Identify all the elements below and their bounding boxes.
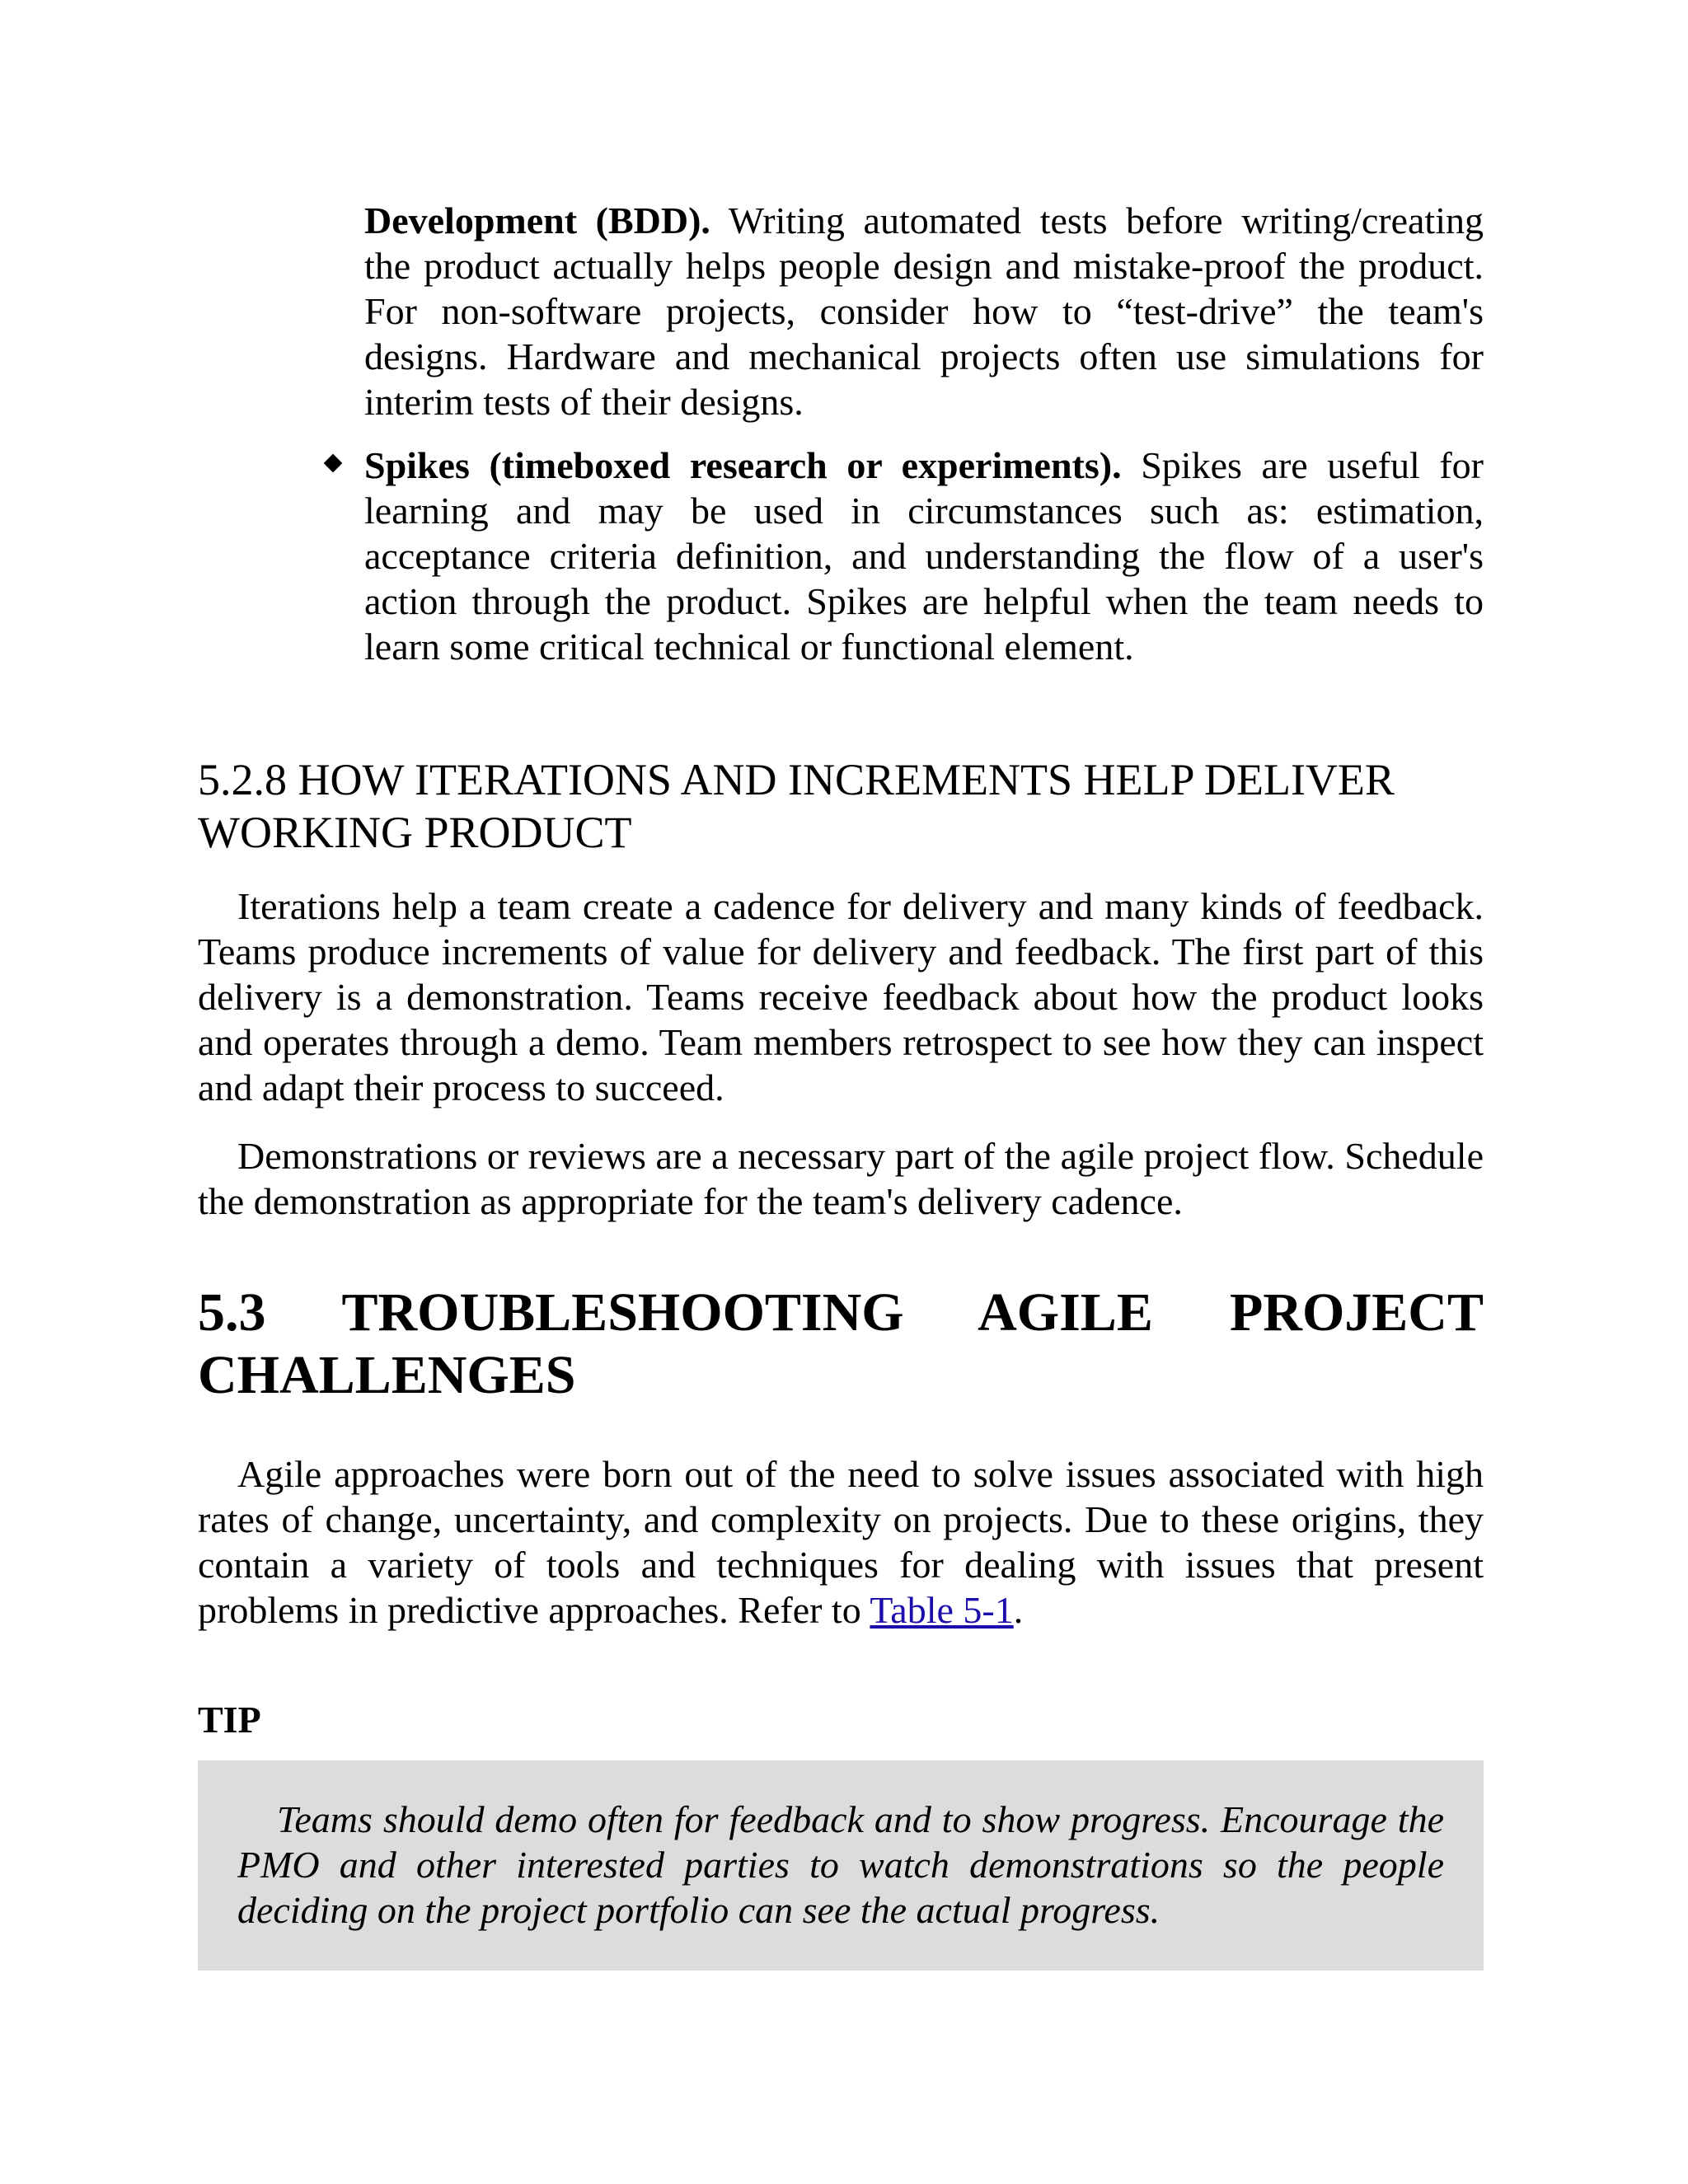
paragraph-iterations: Iterations help a team create a cadence for delivery and many kinds of feedback. Teams produce increments of value for delivery and feedback. The first part of this delivery is a demonstration. Teams receive feedback about how the product looks and operates through a demo. Team members retrospect to see how they can inspect and adapt their process to succeed. xyxy=(198,885,1484,1108)
bullet-list xyxy=(364,198,1484,669)
section-heading-5-2-8: 5.2.8 HOW ITERATIONS AND INCREMENTS HELP DELIVER WORKING PRODUCT xyxy=(198,755,1395,857)
bullet-text-spikes: Spikes are useful for learning and may be used in circumstances such as: estimation, acceptance criteria definition, and understanding the flow of a user's action through the product. Spikes are helpful when the team needs to learn some critical technical or functional element. xyxy=(364,444,1484,668)
tip-box xyxy=(198,1760,1484,1971)
document-page xyxy=(198,198,1484,1971)
bullet-term-spikes: Spikes (timeboxed research or experiments). xyxy=(364,444,1122,486)
bullet-text-bdd: Writing automated tests before writing/creating the product actually helps people design and mistake-proof the product. For non-software projects, consider how to “test-drive” the team's designs. Hardware and mechanical projects often use simulations for interim tests of their designs. xyxy=(364,199,1484,423)
paragraph-agile-text: Agile approaches were born out of the need to solve issues associated with high rates of change, uncertainty, and complexity on projects. Due to these origins, they contain a variety of tools and techniques for dealing with issues that present problems in predictive approaches. Refer to xyxy=(198,1453,1484,1631)
tip-text: Teams should demo often for feedback and to show progress. Encourage the PMO and other interested parties to watch demonstrations so the people deciding on the project portfolio can see the actual progress. xyxy=(237,1798,1444,1931)
paragraph-agile-end: . xyxy=(1013,1589,1024,1631)
table-5-1-link[interactable]: Table 5-1 xyxy=(870,1589,1014,1631)
diamond-bullet-icon xyxy=(324,454,343,473)
bullet-item-spikes xyxy=(364,443,1484,669)
section-heading-5-3: 5.3 TROUBLESHOOTING AGILE PROJECT CHALLENGES xyxy=(198,1282,1484,1405)
paragraph-agile-approaches xyxy=(198,1451,1484,1633)
bullet-term-bdd: Development (BDD). xyxy=(364,199,710,241)
bullet-item-bdd xyxy=(364,198,1484,424)
paragraph-demonstrations: Demonstrations or reviews are a necessary part of the agile project flow. Schedule the demonstration as appropriate for the team's delivery cadence. xyxy=(198,1135,1484,1222)
tip-label: TIP xyxy=(198,1699,261,1741)
